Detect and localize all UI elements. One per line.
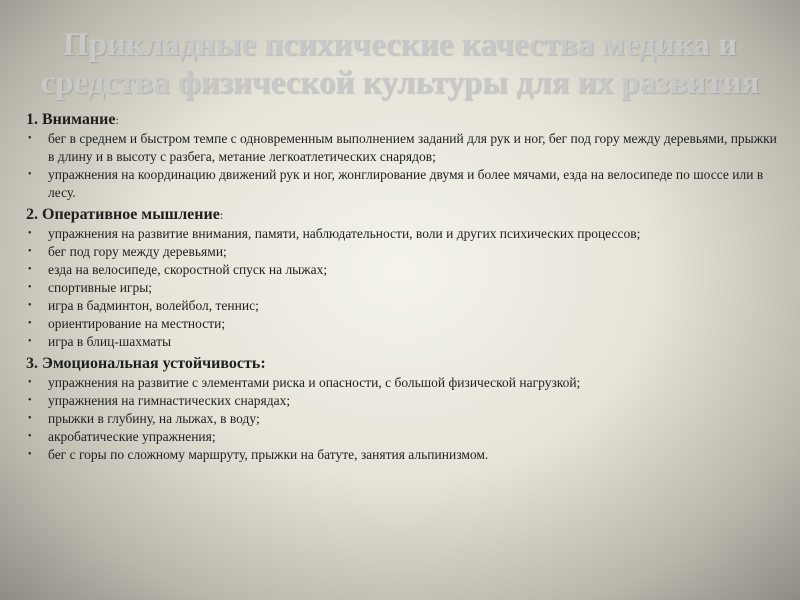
item-text: ориентирование на местности; (48, 316, 226, 331)
bullet-icon: • (28, 133, 32, 144)
section-number: 2. (26, 206, 38, 223)
bullet-icon: • (28, 169, 32, 180)
section-heading (26, 205, 781, 225)
bullet-icon: • (28, 282, 32, 293)
item-text: бег с горы по сложному маршруту, прыжки на батуте, занятия альпинизмом. (48, 447, 489, 462)
list-item (26, 315, 781, 333)
section-emotional-stability (26, 354, 781, 464)
item-text: игра в бадминтон, волейбол, теннис; (48, 298, 259, 313)
item-text: спортивные игры; (48, 280, 153, 295)
bullet-icon: • (28, 413, 32, 424)
item-text: упражнения на координацию движений рук и ног, жонглирование двумя и более мячами, езда на велосипеде по шоссе или в лесу. (48, 167, 764, 200)
bullet-icon: • (28, 336, 32, 347)
bullet-icon: • (28, 377, 32, 388)
item-text: бег в среднем и быстром темпе с одновременным выполнением заданий для рук и ног, бег под гору между деревьями, прыжки в длину и в высоту с разбега, метание легкоатлетических снарядов; (48, 131, 777, 164)
list-item (26, 333, 781, 351)
section-title: Внимание (42, 111, 116, 128)
section-title: Эмоциональная устойчивость: (42, 355, 266, 372)
section-heading (26, 110, 781, 130)
section-thinking (26, 205, 781, 351)
section-colon: : (219, 208, 224, 222)
item-text: прыжки в глубину, на лыжах, в воду; (48, 411, 260, 426)
list-item (26, 428, 781, 446)
item-text: упражнения на развитие внимания, памяти, наблюдательности, воли и других психических процессов; (48, 226, 641, 241)
list-item (26, 374, 781, 392)
list-item (26, 130, 781, 166)
bullet-icon: • (28, 264, 32, 275)
list-item (26, 297, 781, 315)
bullet-icon: • (28, 246, 32, 257)
item-text: бег под гору между деревьями; (48, 244, 227, 259)
list-item (26, 279, 781, 297)
section-title: Оперативное мышление (42, 206, 220, 223)
list-item (26, 261, 781, 279)
bullet-icon: • (28, 431, 32, 442)
section-attention (26, 110, 781, 202)
slide-title: Прикладные психические качества медика и средства физической культуры для их развития (40, 27, 760, 101)
bullet-icon: • (28, 318, 32, 329)
bullet-icon: • (28, 228, 32, 239)
slide-content (26, 110, 781, 465)
list-item (26, 225, 781, 243)
item-text: упражнения на гимнастических снарядах; (48, 393, 291, 408)
item-list (26, 225, 781, 351)
list-item (26, 410, 781, 428)
item-text: езда на велосипеде, скоростной спуск на лыжах; (48, 262, 328, 277)
item-text: упражнения на развитие с элементами риска и опасности, с большой физической нагрузкой; (48, 375, 581, 390)
section-heading (26, 354, 781, 374)
item-text: акробатические упражнения; (48, 429, 216, 444)
section-colon: : (115, 113, 119, 127)
section-number: 3. (26, 355, 38, 372)
list-item (26, 446, 781, 464)
item-list (26, 130, 781, 202)
section-number: 1. (26, 111, 38, 128)
list-item (26, 166, 781, 202)
bullet-icon: • (28, 300, 32, 311)
list-item (26, 392, 781, 410)
item-list (26, 374, 781, 464)
bullet-icon: • (28, 395, 32, 406)
item-text: игра в блиц-шахматы (48, 334, 172, 349)
bullet-icon: • (28, 449, 32, 460)
list-item (26, 243, 781, 261)
